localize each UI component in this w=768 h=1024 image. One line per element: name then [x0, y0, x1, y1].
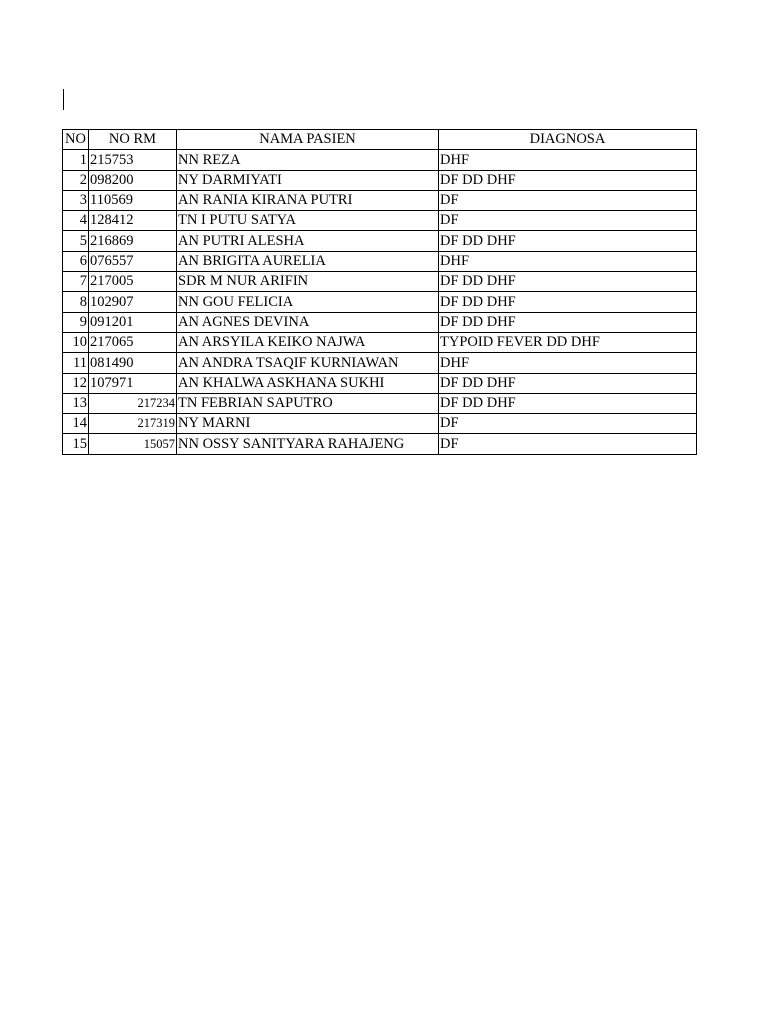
cell-rm: 128412	[89, 211, 177, 231]
cell-diagnosis: DF DD DHF	[439, 312, 697, 332]
cell-rm: 110569	[89, 190, 177, 210]
cell-name: NY DARMIYATI	[177, 170, 439, 190]
cell-rm: 091201	[89, 312, 177, 332]
cell-rm: 15057	[89, 434, 177, 454]
cell-name: AN RANIA KIRANA PUTRI	[177, 190, 439, 210]
cell-no: 6	[63, 251, 89, 271]
cell-name: AN AGNES DEVINA	[177, 312, 439, 332]
cell-diagnosis: DF	[439, 211, 697, 231]
cell-rm: 217319	[89, 414, 177, 434]
cell-name: AN ANDRA TSAQIF KURNIAWAN	[177, 353, 439, 373]
text-cursor	[63, 89, 64, 110]
table-row	[63, 231, 697, 251]
cell-no: 12	[63, 373, 89, 393]
cell-diagnosis: DHF	[439, 150, 697, 170]
table-row	[63, 332, 697, 352]
table-row	[63, 373, 697, 393]
cell-no: 14	[63, 414, 89, 434]
table-row	[63, 211, 697, 231]
cell-no: 13	[63, 393, 89, 413]
cell-name: AN KHALWA ASKHANA SUKHI	[177, 373, 439, 393]
table-row	[63, 170, 697, 190]
cell-rm: 081490	[89, 353, 177, 373]
table-row	[63, 292, 697, 312]
cell-rm: 107971	[89, 373, 177, 393]
cell-no: 2	[63, 170, 89, 190]
cell-rm: 217005	[89, 272, 177, 292]
table-header-row	[63, 130, 697, 150]
cell-diagnosis: DF	[439, 414, 697, 434]
cell-diagnosis: DHF	[439, 353, 697, 373]
cell-rm: 216869	[89, 231, 177, 251]
cell-diagnosis: TYPOID FEVER DD DHF	[439, 332, 697, 352]
cell-diagnosis: DF	[439, 434, 697, 454]
cell-name: TN FEBRIAN SAPUTRO	[177, 393, 439, 413]
cell-no: 3	[63, 190, 89, 210]
cell-no: 1	[63, 150, 89, 170]
cell-diagnosis: DHF	[439, 251, 697, 271]
table-row	[63, 353, 697, 373]
cell-no: 10	[63, 332, 89, 352]
cell-name: NN REZA	[177, 150, 439, 170]
table-row	[63, 312, 697, 332]
cell-rm: 098200	[89, 170, 177, 190]
cell-no: 4	[63, 211, 89, 231]
cell-no: 11	[63, 353, 89, 373]
cell-name: AN BRIGITA AURELIA	[177, 251, 439, 271]
cell-name: SDR M NUR ARIFIN	[177, 272, 439, 292]
header-rm: NO RM	[89, 130, 177, 150]
cell-diagnosis: DF DD DHF	[439, 292, 697, 312]
cell-no: 5	[63, 231, 89, 251]
patient-table	[62, 129, 697, 455]
cell-rm: 217065	[89, 332, 177, 352]
cell-name: TN I PUTU SATYA	[177, 211, 439, 231]
cell-name: NN GOU FELICIA	[177, 292, 439, 312]
header-no: NO	[63, 130, 89, 150]
cell-diagnosis: DF DD DHF	[439, 373, 697, 393]
cell-name: AN PUTRI ALESHA	[177, 231, 439, 251]
cell-rm: 102907	[89, 292, 177, 312]
cell-name: AN ARSYILA KEIKO NAJWA	[177, 332, 439, 352]
cell-name: NY MARNI	[177, 414, 439, 434]
table-row	[63, 434, 697, 454]
cell-diagnosis: DF DD DHF	[439, 170, 697, 190]
cell-no: 15	[63, 434, 89, 454]
table-row	[63, 251, 697, 271]
cell-no: 7	[63, 272, 89, 292]
cell-rm: 215753	[89, 150, 177, 170]
cell-diagnosis: DF DD DHF	[439, 272, 697, 292]
table-row	[63, 272, 697, 292]
table-row	[63, 150, 697, 170]
header-name: NAMA PASIEN	[177, 130, 439, 150]
table-row	[63, 393, 697, 413]
cell-rm: 076557	[89, 251, 177, 271]
cell-diagnosis: DF	[439, 190, 697, 210]
cell-diagnosis: DF DD DHF	[439, 393, 697, 413]
cell-rm: 217234	[89, 393, 177, 413]
cell-diagnosis: DF DD DHF	[439, 231, 697, 251]
header-diagnosis: DIAGNOSA	[439, 130, 697, 150]
cell-no: 9	[63, 312, 89, 332]
cell-name: NN OSSY SANITYARA RAHAJENG	[177, 434, 439, 454]
table-row	[63, 414, 697, 434]
cell-no: 8	[63, 292, 89, 312]
table-row	[63, 190, 697, 210]
